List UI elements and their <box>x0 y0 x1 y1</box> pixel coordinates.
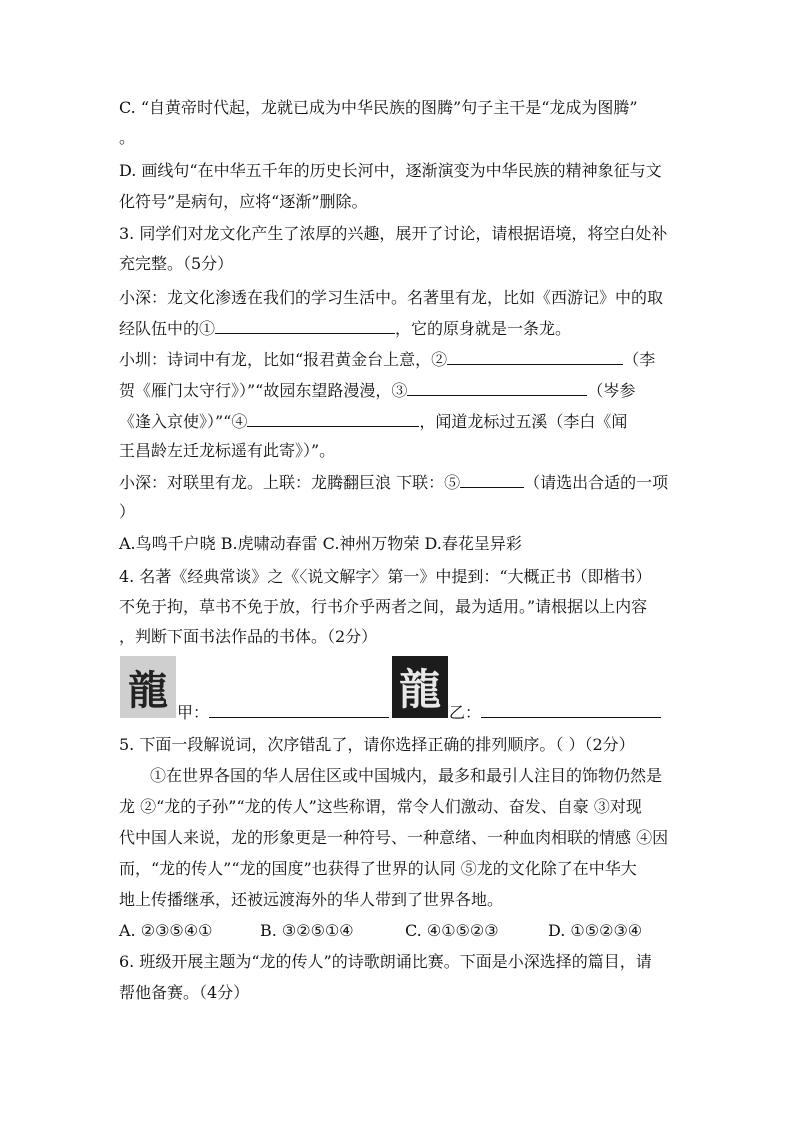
blank-3-prefix: 贺《雁门太守行》）”“故园东望路漫漫，③ <box>119 381 408 400</box>
couplet-close-paren: ） <box>119 502 136 521</box>
passage-line-2: 龙 ②“龙的子孙”“龙的传人”这些称谓，常令人们激动、奋发、自豪 ③对现 <box>119 797 642 816</box>
blank-yi[interactable] <box>481 702 661 718</box>
blank-1-line <box>119 318 571 339</box>
answer-line-jia <box>177 702 389 723</box>
blank-1-suffix: ，它的原身就是一条龙。 <box>395 319 572 338</box>
xiaoshen-dialogue-1: 小深：龙文化渗透在我们的学习生活中。名著里有龙，比如《西游记》中的取 <box>119 288 664 307</box>
option-c-line: C. “自黄帝时代起，龙就已成为中华民族的图腾”句子主干是“龙成为图腾” <box>119 98 638 117</box>
xiaozhen-dialogue: 小圳：诗词中有龙，比如“报君黄金台上意，② <box>119 350 448 369</box>
option-d-line: D. 画线句“在中华五千年的历史长河中，逐渐演变为中华民族的精神象征与文 <box>119 161 662 180</box>
blank-2[interactable] <box>447 349 623 365</box>
option-d-continuation: 化符号”是病句，应将“逐渐”删除。 <box>119 192 368 211</box>
question-6-prompt: 6. 班级开展主题为“龙的传人”的诗歌朗诵比赛。下面是小深选择的篇目，请 <box>119 952 652 971</box>
blank-jia[interactable] <box>209 702 389 718</box>
passage-line-3: 代中国人来说，龙的形象更是一种符号、一种意绪、一种血肉相联的情感 ④因 <box>119 828 669 847</box>
question-4-instruction: ，判断下面书法作品的书体。（2分） <box>119 627 378 646</box>
passage-line-1: ①在世界各国的华人居住区或中国城内，最多和最引人注目的饰物仍然是 <box>150 766 663 785</box>
label-jia: 甲： <box>177 703 210 722</box>
question-6-prompt-cont: 帮他备赛。（4分） <box>119 983 250 1002</box>
blank-1-prefix: 经队伍中的① <box>119 319 216 338</box>
answer-line-yi <box>449 702 661 723</box>
couplet-options: A.鸟鸣千户晓 B.虎啸动春雷 C.神州万物荣 D.春花呈异彩 <box>119 534 522 553</box>
option-c: C. ④①⑤②③ <box>405 921 499 940</box>
question-3-prompt-cont: 充完整。（5分） <box>119 254 234 273</box>
passage-line-4: 而，“龙的传人”“龙的国度”也获得了世界的认同 ⑤龙的文化除了在中华大 <box>119 859 637 878</box>
label-yi: 乙： <box>449 703 482 722</box>
blank-4-line <box>119 411 627 432</box>
blank-4[interactable] <box>247 411 419 427</box>
blank-2-line <box>119 349 655 370</box>
option-c-continuation: 。 <box>119 128 136 147</box>
blank-1[interactable] <box>215 318 395 334</box>
blank-4-suffix: ，闻道龙标过五溪（李白《闻 <box>419 412 628 431</box>
passage-line-5: 地上传播继承，还被远渡海外的华人带到了世界各地。 <box>119 890 504 909</box>
calligraphy-image-jia: 龍 <box>120 656 176 718</box>
question-5-prompt: 5. 下面一段解说词，次序错乱了，请你选择正确的排列顺序。（ ）（2分） <box>119 735 635 754</box>
option-a: A. ②③⑤④① <box>119 921 213 940</box>
option-d: D. ①⑤②③④ <box>548 921 643 940</box>
calligraphy-image-yi: 龍 <box>392 656 448 718</box>
blank-5[interactable] <box>460 472 524 488</box>
blank-4-continuation: 王昌龄左迁龙标遥有此寄》）”。 <box>119 441 336 460</box>
blank-3[interactable] <box>407 380 587 396</box>
blank-3-line <box>119 380 635 401</box>
couplet-suffix: （请选出合适的一项 <box>524 473 669 492</box>
couplet-prefix: 小深：对联里有龙。上联：龙腾翻巨浪 下联：⑤ <box>119 473 461 492</box>
blank-3-suffix: （岑参 <box>587 381 636 400</box>
blank-2-suffix: （李 <box>623 350 656 369</box>
question-4-quote: 不免于拘，草书不免于放，行书介乎两者之间，最为适用。”请根据以上内容 <box>119 597 648 616</box>
blank-4-prefix: 《逢入京使》）”“④ <box>119 412 248 431</box>
question-3-prompt: 3. 同学们对龙文化产生了浓厚的兴趣，展开了讨论，请根据语境，将空白处补 <box>119 224 668 243</box>
question-4-prompt: 4. 名著《经典常谈》之《〈说文解字〉第一》中提到：“大概正书（即楷书） <box>119 567 652 586</box>
blank-5-line <box>119 472 668 493</box>
option-b: B. ③②⑤①④ <box>260 921 354 940</box>
